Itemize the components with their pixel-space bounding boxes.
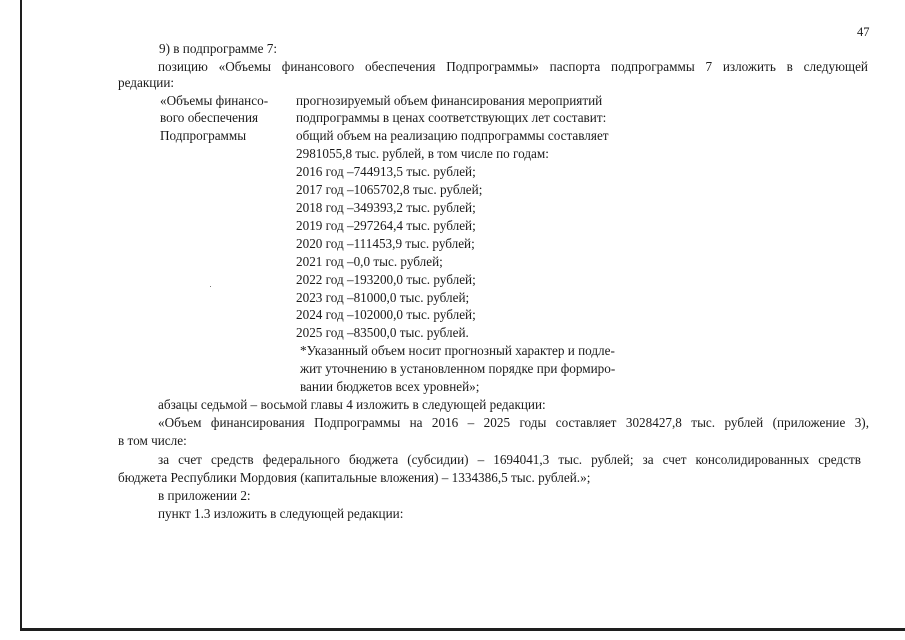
- funding-quote-line-1: «Объем финансирования Подпрограммы на 2016 – 2025 годы составляет 3028427,8 тыс. рублей (приложение 3),: [158, 415, 869, 430]
- point-paragraph: пункт 1.3 изложить в следующей редакции:: [158, 506, 404, 521]
- passport-value-line: 2981055,8 тыс. рублей, в том числе по годам:: [296, 146, 549, 161]
- passport-label-line: Подпрограммы: [160, 128, 247, 143]
- footnote-line: жит уточнению в установленном порядке при формиро-: [300, 361, 616, 376]
- page-number: 47: [857, 25, 870, 39]
- year-funding-2019: 2019 год –297264,4 тыс. рублей;: [296, 218, 476, 233]
- position-paragraph-line-2: редакции:: [118, 75, 175, 90]
- year-funding-2017: 2017 год –1065702,8 тыс. рублей;: [296, 182, 483, 197]
- year-funding-2024: 2024 год –102000,0 тыс. рублей;: [296, 307, 476, 322]
- passport-label-line: «Объемы финансо-: [160, 93, 269, 108]
- year-funding-2021: 2021 год –0,0 тыс. рублей;: [296, 254, 443, 269]
- funding-quote-line-2: в том числе:: [118, 433, 187, 448]
- passport-value-line: общий объем на реализацию подпрограммы составляет: [296, 128, 609, 143]
- scan-speck: [210, 286, 211, 287]
- chapter4-paragraph: абзацы седьмой – восьмой главы 4 изложить в следующей редакции:: [158, 397, 546, 412]
- footnote-line: *Указанный объем носит прогнозный характер и подле-: [300, 343, 615, 358]
- year-funding-2020: 2020 год –111453,9 тыс. рублей;: [296, 236, 475, 251]
- year-funding-2018: 2018 год –349393,2 тыс. рублей;: [296, 200, 476, 215]
- passport-value-line: прогнозируемый объем финансирования мероприятий: [296, 93, 603, 108]
- funding-sources-line-2: бюджета Республики Мордовия (капитальные вложения) – 1334386,5 тыс. рублей.»;: [118, 470, 591, 485]
- footnote-line: вании бюджетов всех уровней»;: [300, 379, 480, 394]
- appendix-paragraph: в приложении 2:: [158, 488, 251, 503]
- passport-value-line: подпрограммы в ценах соответствующих лет составит:: [296, 110, 607, 125]
- year-funding-2023: 2023 год –81000,0 тыс. рублей;: [296, 290, 470, 305]
- item-heading: 9) в подпрограмме 7:: [159, 41, 277, 56]
- year-funding-2025: 2025 год –83500,0 тыс. рублей.: [296, 325, 469, 340]
- passport-label-line: вого обеспечения: [160, 110, 259, 125]
- funding-sources-line-1: за счет средств федерального бюджета (субсидии) – 1694041,3 тыс. рублей; за счет консолидированных средств: [158, 452, 861, 467]
- position-paragraph-line-1: позицию «Объемы финансового обеспечения Подпрограммы» паспорта подпрограммы 7 изложить в следующей: [158, 59, 868, 74]
- year-funding-2016: 2016 год –744913,5 тыс. рублей;: [296, 164, 476, 179]
- year-funding-2022: 2022 год –193200,0 тыс. рублей;: [296, 272, 476, 287]
